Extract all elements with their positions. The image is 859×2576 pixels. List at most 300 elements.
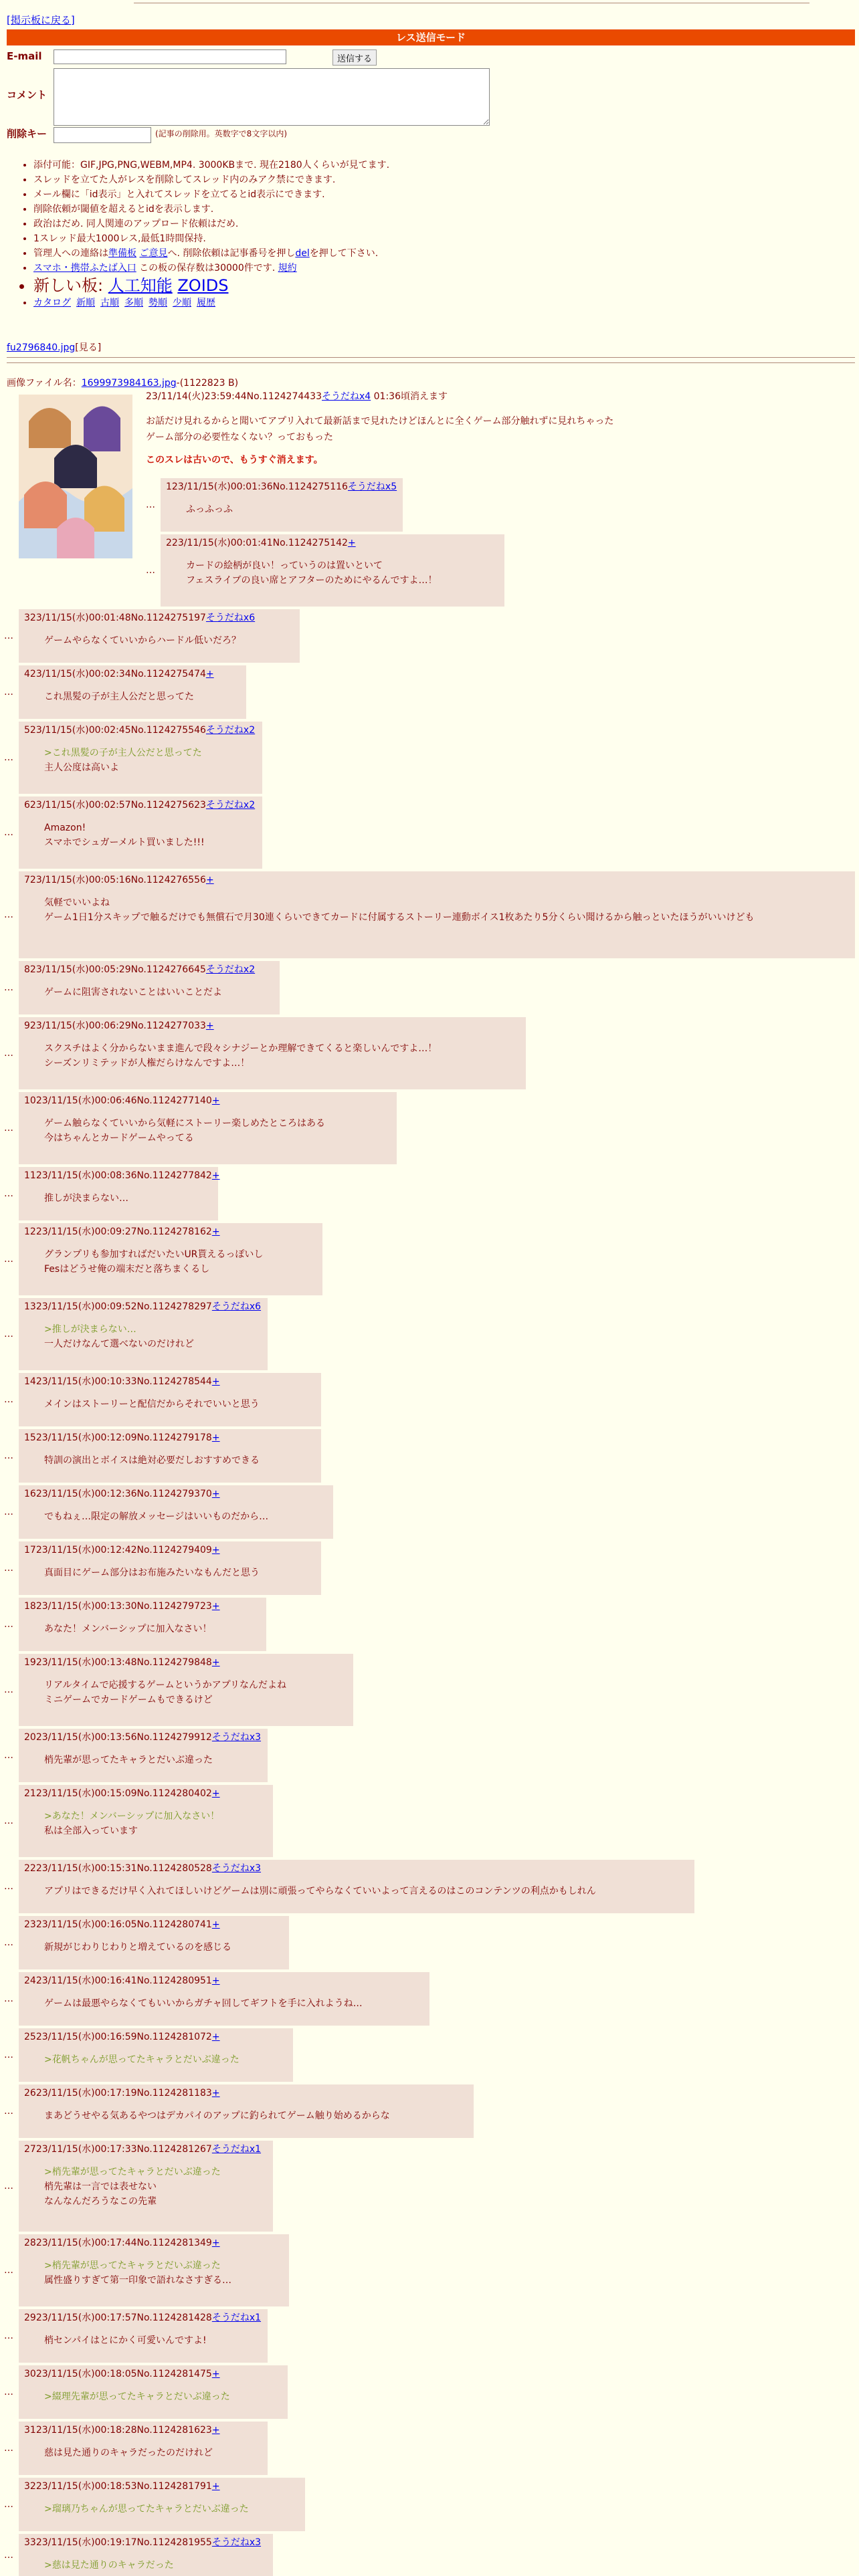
reply-ellipsis: … xyxy=(4,1994,13,2004)
reply-line: なんなんだろうなこの先輩 xyxy=(44,2196,157,2207)
reply-post xyxy=(19,1860,694,1913)
reply-post xyxy=(19,1092,397,1164)
sodane-link[interactable]: + xyxy=(211,1226,220,1237)
reply-body xyxy=(186,502,397,517)
reply-line: メインはストーリーと配信だからそれでいいと思う xyxy=(44,1399,260,1410)
feedback-link[interactable]: ご意見 xyxy=(139,248,168,259)
reply-post xyxy=(19,1785,273,1857)
sodane-link[interactable]: + xyxy=(211,2088,220,2099)
reply-post-no[interactable]: No.1124279723 xyxy=(136,1601,212,1612)
reply-body xyxy=(44,1247,317,1277)
terms-link[interactable]: 規約 xyxy=(278,263,297,274)
reply-post xyxy=(19,2141,273,2232)
reply-header xyxy=(24,2423,262,2438)
sodane-link[interactable]: + xyxy=(211,1657,220,1668)
comment-label: コメント xyxy=(7,89,47,101)
reply-body xyxy=(44,1041,520,1071)
reply-header xyxy=(24,1543,316,1558)
reply-post-no[interactable]: No.1124280528 xyxy=(136,1863,212,1874)
sodane-link[interactable]: + xyxy=(211,1975,220,1986)
reply-ellipsis: … xyxy=(4,1254,13,1265)
reply-body xyxy=(44,1191,213,1206)
reply-number: 10 xyxy=(24,1095,36,1106)
view-label: [見る] xyxy=(75,342,102,353)
reply-line: 主人公度は高いよ xyxy=(44,762,119,773)
reply-line: 慈は見た通りのキャラだったのだけれど xyxy=(44,2448,213,2458)
sodane-link[interactable]: + xyxy=(211,2238,220,2248)
op-image-link[interactable]: 1699973984163.jpg xyxy=(81,378,177,389)
email-input[interactable] xyxy=(54,49,286,64)
reply-line: 属性盛りすぎて第一印象で語れなさすぎる… xyxy=(44,2275,231,2286)
sodane-link[interactable]: そうだねx6 xyxy=(205,613,256,623)
reply-post-no[interactable]: No.1124279848 xyxy=(136,1657,212,1668)
sodane-link[interactable]: そうだねx2 xyxy=(205,725,256,736)
reply-header xyxy=(24,1018,520,1033)
reply-post xyxy=(19,665,246,719)
rule-item-mobile xyxy=(33,261,823,276)
rule-item: • メール欄に「id表示」と入れてスレッドを立てるとid表示にできます. xyxy=(33,187,823,202)
rule-text: 管理人への連絡は xyxy=(33,248,108,259)
reply-post-no[interactable]: No.1124275116 xyxy=(272,481,348,492)
reply-body xyxy=(44,2165,268,2209)
reply-post xyxy=(19,1541,321,1595)
reply-date: 23/11/15(水)00:17:33 xyxy=(35,2144,137,2155)
reply-date: 23/11/15(水)00:13:56 xyxy=(35,1732,137,1743)
reply-ellipsis: … xyxy=(4,1507,13,1517)
reply-date: 23/11/15(水)00:16:41 xyxy=(35,1975,137,1986)
reply-date: 23/11/15(水)00:02:57 xyxy=(29,800,131,811)
reply-line: でもねぇ…限定の解放メッセージはいいものだから… xyxy=(44,1511,269,1522)
reply-date: 23/11/15(水)00:15:31 xyxy=(35,1863,137,1874)
reply-post-no[interactable]: No.1124275623 xyxy=(130,800,206,811)
reply-post xyxy=(19,1017,526,1089)
sodane-link[interactable]: + xyxy=(211,2481,220,2492)
reply-header xyxy=(24,667,241,681)
reply-post-no[interactable]: No.1124278297 xyxy=(136,1301,212,1312)
quoted-line: >瑠璃乃ちゃんが思ってたキャラとだいぶ違った xyxy=(44,2504,249,2514)
sodane-link[interactable]: そうだねx2 xyxy=(205,800,256,811)
reply-post-no[interactable]: No.1124281349 xyxy=(136,2238,212,2248)
reply-body xyxy=(44,1397,316,1412)
reply-header xyxy=(24,2311,262,2325)
reply-body xyxy=(44,2052,288,2067)
reply-post xyxy=(19,1298,268,1370)
op-header xyxy=(146,389,842,404)
sodane-link[interactable]: そうだねx1 xyxy=(211,2313,262,2323)
reply-number: 19 xyxy=(24,1657,36,1668)
reply-ellipsis: … xyxy=(4,1394,13,1405)
reply-body xyxy=(44,1996,424,2011)
reply-date: 23/11/15(水)00:05:16 xyxy=(29,875,131,885)
reply-date: 23/11/15(水)00:13:48 xyxy=(35,1657,137,1668)
reply-number: 33 xyxy=(24,2537,36,2548)
reply-number: 24 xyxy=(24,1975,36,1986)
reply-ellipsis: … xyxy=(4,1188,13,1199)
reply-line: Fesはどうせ俺の端末だと落ちまくるし xyxy=(44,1264,210,1275)
new-boards xyxy=(33,276,823,296)
reply-post-no[interactable]: No.1124281183 xyxy=(136,2088,212,2099)
reply-post xyxy=(19,871,855,958)
sodane-link[interactable]: + xyxy=(211,1601,220,1612)
reply-ellipsis: … xyxy=(146,500,155,510)
reply-line: 新規がじわりじわりと増えているのを感じる xyxy=(44,1942,231,1953)
uploaded-file-link[interactable]: fu2796840.jpg xyxy=(7,342,76,353)
reply-post xyxy=(19,2422,268,2475)
sodane-link[interactable]: そうだねx2 xyxy=(205,964,256,975)
reply-date: 23/11/15(水)00:06:29 xyxy=(29,1021,131,1031)
reply-line: あなた！メンバーシップに加入なさい！ xyxy=(44,1624,212,1634)
reply-body xyxy=(44,2502,300,2516)
reply-line: スクスチはよく分からないまま進んで段々シナジーとか理解できてくると楽しいんですよ…！ xyxy=(44,1043,438,1054)
reply-number: 13 xyxy=(24,1301,36,1312)
reply-post-no[interactable]: No.1124275546 xyxy=(130,725,206,736)
reply-line: これ黒髪の子が主人公だと思ってた xyxy=(44,691,194,702)
reply-post-no[interactable]: No.1124277033 xyxy=(130,1021,206,1031)
reply-date: 23/11/15(水)00:12:36 xyxy=(35,1489,137,1499)
sodane-link[interactable]: + xyxy=(211,1919,220,1930)
sort-old-link[interactable]: 古順 xyxy=(100,298,119,308)
op-sodane-link[interactable]: そうだねx4 xyxy=(322,391,371,402)
sodane-link[interactable]: + xyxy=(211,1095,220,1106)
reply-post-no[interactable]: No.1124276645 xyxy=(130,964,206,975)
reply-line: 特訓の演出とボイスは絶対必要だしおすすめできる xyxy=(44,1455,260,1466)
reply-date: 23/11/15(水)00:16:59 xyxy=(35,2032,137,2042)
reply-ellipsis: … xyxy=(146,565,155,576)
rule-item: • スレッドを立てた人がレスを削除してスレッド内のみアク禁にできます. xyxy=(33,173,823,187)
reply-body xyxy=(186,558,499,588)
reply-number: 30 xyxy=(24,2369,36,2379)
reply-line: 梢先輩が思ってたキャラとだいぶ違った xyxy=(44,1755,213,1765)
rule-item: • 削除依頼が閾値を超えるとidを表示します. xyxy=(33,202,823,217)
reply-number: 31 xyxy=(24,2425,36,2436)
reply-ellipsis: … xyxy=(4,2265,13,2276)
reply-date: 23/11/15(水)00:12:09 xyxy=(35,1432,137,1443)
reply-post-no[interactable]: No.1124280741 xyxy=(136,1919,212,1930)
reply-post-no[interactable]: No.1124275142 xyxy=(272,538,348,548)
mobile-entry-link[interactable]: スマホ・携帯ふたば入口 xyxy=(33,263,136,274)
reply-header xyxy=(166,536,499,550)
reply-date: 23/11/15(水)00:19:17 xyxy=(35,2537,137,2548)
op-body-line: お話だけ見れるからと聞いてアプリ入れて最新話まで見れたけどほんとに全くゲーム部分触れずに見れちゃった xyxy=(146,416,614,427)
sort-momentum-link[interactable]: 勢順 xyxy=(149,298,167,308)
reply-date: 23/11/15(水)00:09:27 xyxy=(35,1226,137,1237)
reply-line: 一人だけなんて選べないのだけれど xyxy=(44,1339,194,1350)
sodane-link[interactable]: + xyxy=(211,1545,220,1555)
sodane-link[interactable]: + xyxy=(211,2425,220,2436)
sodane-link[interactable]: + xyxy=(205,1021,214,1031)
reply-line: ゲームやらなくていいからハードル低いだろ？ xyxy=(44,635,241,646)
reply-ellipsis: … xyxy=(4,1816,13,1826)
rule-text: を押して下さい. xyxy=(309,248,379,259)
rule-text: この板の保存数は30000件です. xyxy=(136,263,278,274)
reply-date: 23/11/15(水)00:12:42 xyxy=(35,1545,137,1555)
reply-date: 23/11/15(水)00:17:44 xyxy=(35,2238,137,2248)
quoted-line: >花帆ちゃんが思ってたキャラとだいぶ違った xyxy=(44,2054,240,2065)
quoted-line: >あなた！メンバーシップに加入なさい！ xyxy=(44,1811,220,1822)
reply-ellipsis: … xyxy=(4,1881,13,1892)
reply-post-no[interactable]: No.1124281267 xyxy=(136,2144,212,2155)
reply-header xyxy=(24,1093,391,1108)
uploaded-file-row xyxy=(7,341,101,354)
reply-header xyxy=(166,479,397,494)
reply-post xyxy=(19,961,280,1014)
reply-header xyxy=(24,962,274,977)
reply-post xyxy=(19,796,262,869)
reply-body xyxy=(44,2558,268,2573)
board-link-zoids[interactable]: ZOIDS xyxy=(177,276,229,295)
reply-post xyxy=(19,2534,273,2576)
reply-ellipsis: … xyxy=(4,1563,13,1574)
reply-body xyxy=(44,1940,284,1955)
reply-body xyxy=(44,895,850,925)
sodane-link[interactable]: + xyxy=(205,669,214,679)
sodane-link[interactable]: + xyxy=(211,2032,220,2042)
reply-ellipsis: … xyxy=(4,1329,13,1339)
sodane-link[interactable]: + xyxy=(347,538,356,548)
reply-ellipsis: … xyxy=(4,687,13,697)
reply-post-no[interactable]: No.1124280402 xyxy=(136,1788,212,1799)
reply-date: 23/11/15(水)00:18:53 xyxy=(35,2481,137,2492)
reply-ellipsis: … xyxy=(4,1048,13,1059)
reply-post xyxy=(19,2365,288,2419)
delete-key-note: (記事の削除用。英数字で8文字以内) xyxy=(155,129,287,138)
reply-body xyxy=(44,1884,689,1899)
reply-post-no[interactable]: No.1124279409 xyxy=(136,1545,212,1555)
reply-line: カードの絵柄が良い！っていうのは置いといて xyxy=(186,560,383,571)
reply-post-no[interactable]: No.1124281428 xyxy=(136,2313,212,2323)
board-rules xyxy=(13,158,823,310)
sort-new-link[interactable]: 新順 xyxy=(76,298,95,308)
reply-number: 28 xyxy=(24,2238,36,2248)
reply-post xyxy=(19,2478,305,2531)
reply-post-no[interactable]: No.1124277140 xyxy=(136,1095,212,1106)
reply-body xyxy=(44,2109,468,2123)
reply-post-no[interactable]: No.1124276556 xyxy=(130,875,206,885)
reply-number: 7 xyxy=(24,875,30,885)
reply-body xyxy=(44,2446,262,2460)
reply-header xyxy=(24,1861,689,1876)
reply-ellipsis: … xyxy=(4,2050,13,2060)
reply-post-no[interactable]: No.1124281791 xyxy=(136,2481,212,2492)
op-thumbnail-image[interactable] xyxy=(19,395,132,558)
send-button[interactable]: 送信する xyxy=(332,49,377,66)
sort-many-link[interactable]: 多順 xyxy=(124,298,143,308)
reply-header xyxy=(24,1786,268,1801)
reply-body xyxy=(44,985,274,1000)
reply-body xyxy=(44,1622,261,1636)
reply-post-no[interactable]: No.1124280951 xyxy=(136,1975,212,1986)
del-link[interactable]: del xyxy=(295,248,310,259)
sodane-link[interactable]: + xyxy=(211,1788,220,1799)
quoted-line: >梢先輩が思ってたキャラとだいぶ違った xyxy=(44,2167,221,2177)
reply-post xyxy=(19,1654,353,1726)
reply-body xyxy=(44,1322,262,1352)
reply-post-no[interactable]: No.1124281475 xyxy=(136,2369,212,2379)
comment-textarea[interactable] xyxy=(54,68,490,126)
reply-header xyxy=(24,1430,316,1445)
reply-ellipsis: … xyxy=(4,909,13,920)
sodane-link[interactable]: + xyxy=(211,1376,220,1387)
reply-post-no[interactable]: No.1124279178 xyxy=(136,1432,212,1443)
reply-post xyxy=(19,2234,289,2306)
reply-post-no[interactable]: No.1124278544 xyxy=(136,1376,212,1387)
sodane-link[interactable]: そうだねx3 xyxy=(211,1732,262,1743)
catalog-link[interactable]: カタログ xyxy=(33,298,71,308)
reply-date: 23/11/15(水)00:13:30 xyxy=(35,1601,137,1612)
reply-date: 23/11/15(水)00:05:29 xyxy=(29,964,131,975)
reply-header xyxy=(24,1374,316,1389)
reply-header xyxy=(24,1917,284,1932)
reply-line: 気軽でいいよね xyxy=(44,897,110,908)
reply-header xyxy=(24,611,294,625)
reply-ellipsis: … xyxy=(4,2106,13,2117)
delete-key-input[interactable] xyxy=(54,127,151,143)
reply-ellipsis: … xyxy=(4,1750,13,1761)
reply-line: ゲームに阻害されないことはいいことだよ xyxy=(44,987,222,998)
sodane-link[interactable]: そうだねx1 xyxy=(211,2144,262,2155)
reply-line: グランプリも参加すればだいたいUR貰えるっぽいし xyxy=(44,1249,264,1260)
reply-ellipsis: … xyxy=(4,1123,13,1134)
reply-post xyxy=(19,2309,268,2363)
reply-post xyxy=(19,1729,268,1782)
reply-line: フェスライブの良い席とアフターのためにやるんですよ…！ xyxy=(186,575,438,586)
reply-body xyxy=(44,2258,284,2288)
rule-item-admin xyxy=(33,246,823,261)
reply-header xyxy=(24,1730,262,1745)
reply-post-no[interactable]: No.1124277842 xyxy=(136,1170,212,1181)
op-date-no: 23/11/14(火)23:59:44No.1124274433 xyxy=(146,391,322,402)
sodane-link[interactable]: + xyxy=(211,1432,220,1443)
reply-header xyxy=(24,1655,348,1670)
reply-post-no[interactable]: No.1124281072 xyxy=(136,2032,212,2042)
reply-header xyxy=(24,2479,300,2494)
reply-line: シーズンリミテッドが人権だらけなんですよ…！ xyxy=(44,1058,250,1069)
sodane-link[interactable]: そうだねx5 xyxy=(347,481,397,492)
op-image-info xyxy=(7,377,238,390)
reply-line: Amazon! xyxy=(44,823,86,833)
reply-line: スマホでシュガーメルト買いました!!! xyxy=(44,837,205,848)
reply-number: 6 xyxy=(24,800,30,811)
reply-line: 私は全部入っています xyxy=(44,1826,138,1836)
reply-date: 23/11/15(水)00:17:57 xyxy=(35,2313,137,2323)
reply-number: 18 xyxy=(24,1601,36,1612)
reply-post xyxy=(19,2084,474,2138)
board-link-ai[interactable]: 人工知能 xyxy=(108,276,173,295)
quoted-line: >これ黒髪の子が主人公だと思ってた xyxy=(44,748,202,758)
op-expire: 01:36頃消えます xyxy=(371,391,448,402)
reply-number: 15 xyxy=(24,1432,36,1443)
prep-board-link[interactable]: 準備板 xyxy=(108,248,136,259)
reply-line: 梢先輩は一言では表せない xyxy=(44,2181,157,2192)
reply-body xyxy=(44,821,257,850)
reply-number: 1 xyxy=(166,481,172,492)
op-body xyxy=(146,413,842,445)
reply-ellipsis: … xyxy=(4,1619,13,1630)
reply-header xyxy=(24,2236,284,2250)
reply-post xyxy=(19,1167,218,1220)
reply-line: ミニゲームでカードゲームもできるけど xyxy=(44,1695,213,1705)
op-post xyxy=(146,389,842,467)
reply-number: 2 xyxy=(166,538,172,548)
reply-header xyxy=(24,798,257,813)
rule-item: • 1スレッド最大1000レス,最低1時間保持. xyxy=(33,231,823,246)
reply-post-no[interactable]: No.1124281955 xyxy=(136,2537,212,2548)
op-body-line: ゲーム部分の必要性なくない？っておもった xyxy=(146,432,333,443)
reply-number: 12 xyxy=(24,1226,36,1237)
reply-number: 16 xyxy=(24,1489,36,1499)
reply-ellipsis: … xyxy=(4,2331,13,2341)
back-to-board-link[interactable]: [掲示板に戻る] xyxy=(7,14,75,26)
thread-divider xyxy=(7,357,855,358)
sodane-link[interactable]: + xyxy=(211,1170,220,1181)
reply-body xyxy=(44,1566,316,1580)
sort-few-link[interactable]: 少順 xyxy=(173,298,191,308)
reply-ellipsis: … xyxy=(4,2550,13,2561)
reply-number: 20 xyxy=(24,1732,36,1743)
sodane-link[interactable]: + xyxy=(211,1489,220,1499)
rule-item: • 政治はだめ. 同人関連のアップロード依頼はだめ. xyxy=(33,217,823,231)
reply-header xyxy=(24,1487,328,1501)
reply-date: 23/11/15(水)00:01:36 xyxy=(171,481,273,492)
sodane-link[interactable]: + xyxy=(211,2369,220,2379)
reply-date: 23/11/15(水)00:17:19 xyxy=(35,2088,137,2099)
reply-ellipsis: … xyxy=(4,2443,13,2454)
reply-body xyxy=(44,1678,348,1707)
reply-header xyxy=(24,723,257,738)
reply-ellipsis: … xyxy=(4,982,13,993)
reply-post-no[interactable]: No.1124275474 xyxy=(130,669,206,679)
quoted-line: >梢先輩が思ってたキャラとだいぶ違った xyxy=(44,2260,221,2271)
image-size: -(1122823 B) xyxy=(176,378,239,389)
catalog-nav xyxy=(33,296,823,310)
reply-date: 23/11/15(水)00:02:34 xyxy=(29,669,131,679)
reply-line: 真面目にゲーム部分はお布施みたいなもんだと思う xyxy=(44,1568,260,1578)
reply-post-no[interactable]: No.1124275197 xyxy=(130,613,206,623)
sodane-link[interactable]: そうだねx3 xyxy=(211,1863,262,1874)
reply-body xyxy=(44,2333,262,2348)
reply-post-no[interactable]: No.1124279912 xyxy=(136,1732,212,1743)
delkey-label: 削除キー xyxy=(7,128,47,140)
sodane-link[interactable]: そうだねx3 xyxy=(211,2537,262,2548)
rule-text: へ. 削除依頼は記事番号を押し xyxy=(167,248,296,259)
reply-ellipsis: … xyxy=(4,1685,13,1695)
quoted-line: >綴理先輩が思ってたキャラとだいぶ違った xyxy=(44,2391,230,2402)
reply-post-no[interactable]: No.1124281623 xyxy=(136,2425,212,2436)
reply-body xyxy=(44,1453,316,1468)
reply-ellipsis: … xyxy=(4,2387,13,2397)
reply-ellipsis: … xyxy=(4,1451,13,1461)
reply-line: ふっふっふ xyxy=(186,504,233,515)
reply-number: 8 xyxy=(24,964,30,975)
reply-post xyxy=(19,609,300,663)
sodane-link[interactable]: そうだねx6 xyxy=(211,1301,262,1312)
reply-ellipsis: … xyxy=(4,827,13,838)
reply-post xyxy=(19,2028,293,2082)
reply-line: ゲーム触らなくていいから気軽にストーリー楽しめたところはある xyxy=(44,1118,325,1129)
reply-header xyxy=(24,1599,261,1614)
reply-post xyxy=(19,1429,321,1483)
rule-item: • 添付可能：GIF,JPG,PNG,WEBM,MP4. 3000KBまで. 現在2180人くらいが見てます. xyxy=(33,158,823,173)
reply-ellipsis: … xyxy=(4,752,13,763)
reply-post-no[interactable]: No.1124278162 xyxy=(136,1226,212,1237)
history-link[interactable]: 履歴 xyxy=(197,298,215,308)
reply-line: ゲーム1日1分スキップで触るだけでも無償石で月30連くらいできてカードに付属するストーリー連動ボイス1枚あたり5分くらい聞けるから触っといたほうがいいけども xyxy=(44,912,755,923)
reply-post xyxy=(161,478,403,532)
sodane-link[interactable]: + xyxy=(205,875,214,885)
reply-line: 梢センパイはとにかく可愛いんですよ! xyxy=(44,2335,207,2346)
reply-header xyxy=(24,2030,288,2044)
reply-post-no[interactable]: No.1124279370 xyxy=(136,1489,212,1499)
